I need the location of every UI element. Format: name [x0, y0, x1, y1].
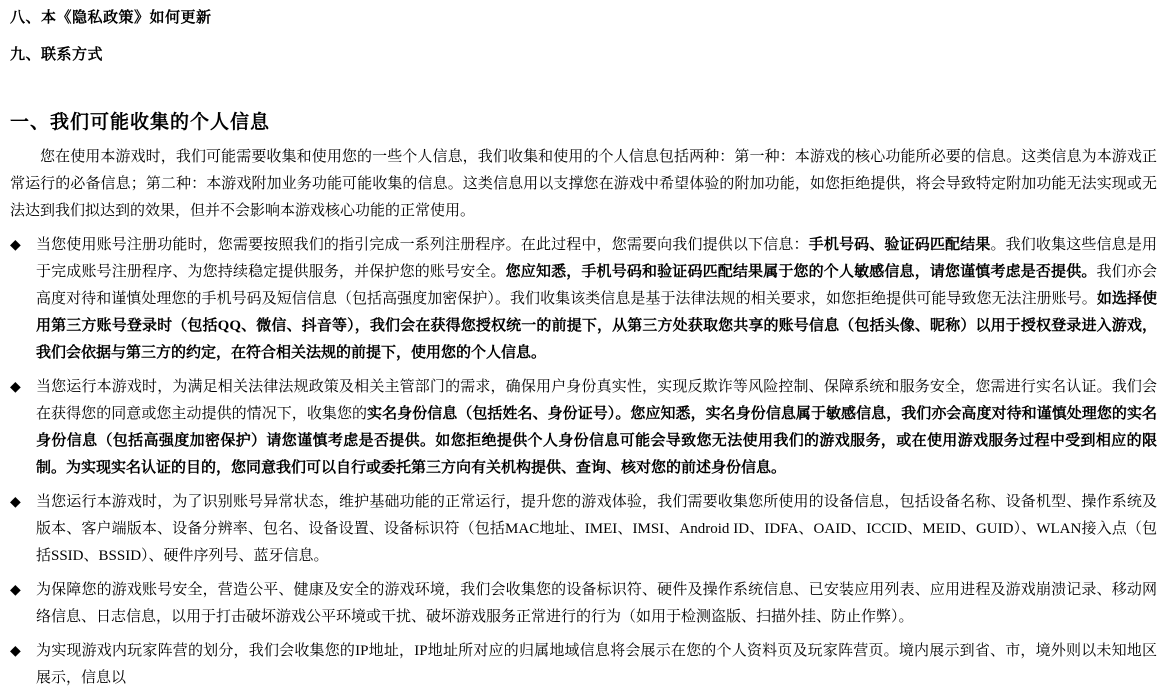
text-segment: 我们亦会高度对待和谨慎处理您的手机号码及短信信息（包括高强度加密保护）。我们收集该类信息是基于法律法规的相关要求，如您拒绝提供可能导致您无法注册账号。 — [36, 264, 1157, 307]
text-segment-bold: 您应知悉，手机号码和验证码匹配结果属于您的个人敏感信息，请您谨慎考虑是否提供。 — [505, 264, 1097, 280]
bullet-text — [36, 582, 1157, 625]
bullet-item-anti-cheat — [10, 577, 1157, 631]
section-title-personal-info: 一、我们可能收集的个人信息 — [10, 112, 271, 133]
intro-paragraph: 您在使用本游戏时，我们可能需要收集和使用您的一些个人信息，我们收集和使用的个人信息包括两种：第一种：本游戏的核心功能所必要的信息。这类信息为本游戏正常运行的必备信息；第二种：本游戏附加业务功能可能收集的信息。这类信息用以支撑您在游戏中希望体验的附加功能，如您拒绝提供，将会导致特定附加功能无法实现或无法达到我们拟达到的效果，但并不会影响本游戏核心功能的正常使用。 — [10, 149, 1157, 219]
bullet-text — [36, 379, 1157, 476]
text-segment: 当您运行本游戏时，为满足相关法律法规政策及相关主管部门的需求，确保用户身份真实性，实现反欺诈等风险控制、保障系统和服务安全，您需进行实名认证。我们会在获得您的同意或您主动提供的情况下，收集您的 — [36, 379, 1157, 422]
bullet-text — [36, 643, 1157, 686]
bullet-item-ip-address — [10, 638, 1157, 692]
diamond-bullet-icon: ◆ — [10, 495, 21, 510]
text-segment: 为保障您的游戏账号安全，营造公平、健康及安全的游戏环境，我们会收集您的设备标识符、硬件及操作系统信息、已安装应用列表、应用进程及游戏崩溃记录、移动网络信息、日志信息，以用于打击破坏游戏公平环境或干扰、破坏游戏服务正常进行的行为（如用于检测盗版、扫描外挂、防止作弊）。 — [36, 582, 1157, 625]
text-segment-bold: 实名身份信息（包括姓名、身份证号）。您应知悉，实名身份信息属于敏感信息，我们亦会高度对待和谨慎处理您的实名身份信息（包括高强度加密保护）请您谨慎考虑是否提供。如您拒绝提供个人身份信息可能会导致您无法使用我们的游戏服务，或在使用游戏服务过程中受到相应的限制。为实现实名认证的目的，您同意我们可以自行或委托第三方向有关机构提供、查询、核对您的前述身份信息。 — [36, 406, 1157, 476]
bullet-item-real-name-verification — [10, 374, 1157, 482]
text-segment: 当您运行本游戏时，为了识别账号异常状态，维护基础功能的正常运行，提升您的游戏体验，我们需要收集您所使用的设备信息，包括设备名称、设备机型、操作系统及版本、客户端版本、设备分辨率、包名、设备设置、设备标识符（包括MAC地址、IMEI、IMSI、Android ID、IDFA、OAID、ICCID、MEID、GUID）、WLAN接入点（包括SSID、BSSID）、硬件序列号、蓝牙信息。 — [36, 494, 1157, 564]
diamond-bullet-icon: ◆ — [10, 238, 21, 253]
text-segment: 当您使用账号注册功能时，您需要按照我们的指引完成一系列注册程序。在此过程中，您需要向我们提供以下信息： — [36, 237, 809, 253]
text-segment-bold: 如选择使用第三方账号登录时（包括QQ、微信、抖音等），我们会在获得您授权统一的前提下，从第三方处获取您共享的账号信息（包括头像、昵称）以用于授权登录进入游戏，我们会依据与第三方的约定，在符合相关法规的前提下，使用您的个人信息。 — [36, 291, 1157, 361]
text-segment: 为实现游戏内玩家阵营的划分，我们会收集您的IP地址，IP地址所对应的归属地域信息将会展示在您的个人资料页及玩家阵营页。境内展示到省、市，境外则以未知地区展示，信息以 — [36, 643, 1157, 686]
bullet-item-account-registration — [10, 232, 1157, 367]
diamond-bullet-icon: ◆ — [10, 583, 21, 598]
diamond-bullet-icon: ◆ — [10, 380, 21, 395]
text-segment-bold: 手机号码、验证码匹配结果 — [808, 237, 991, 253]
toc-heading-update: 八、本《隐私政策》如何更新 — [10, 10, 212, 26]
bullet-text — [36, 494, 1157, 564]
text-segment: 。我们收集这些信息是用于完成账号注册程序、为您持续稳定提供服务，并保护您的账号安全。 — [36, 237, 1157, 280]
bullet-text — [36, 237, 1157, 361]
diamond-bullet-icon: ◆ — [10, 644, 21, 659]
toc-heading-contact: 九、联系方式 — [10, 47, 104, 63]
bullet-item-device-info — [10, 489, 1157, 570]
